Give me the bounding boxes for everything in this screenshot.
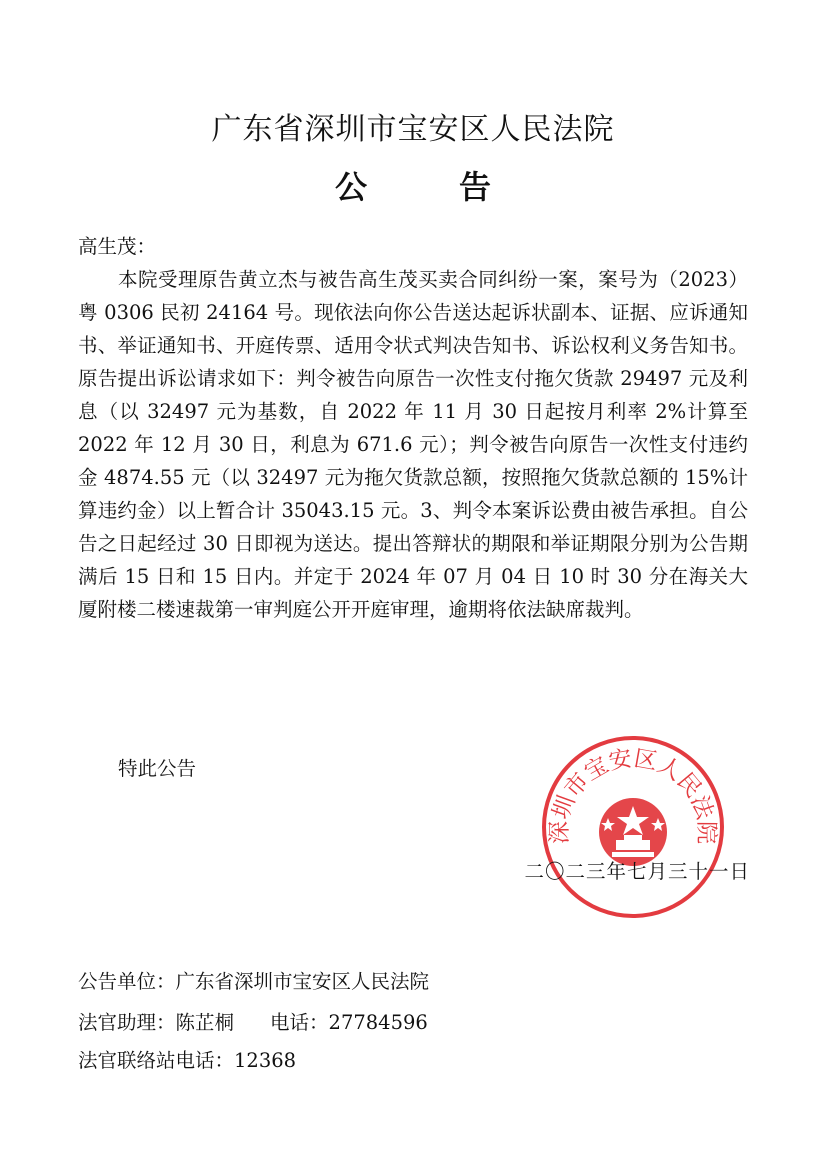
closing-paragraph: 特此公告 <box>118 757 197 780</box>
station-phone-number: 12368 <box>234 1049 297 1072</box>
phone-label: 电话： <box>270 1011 329 1034</box>
addressee: 高生茂： <box>78 235 157 258</box>
station-phone-line <box>78 1045 296 1073</box>
issuer-label: 公告单位： <box>78 970 176 993</box>
seal-text: 深圳市宝安区人民法院 <box>546 745 720 845</box>
notice-date: 二〇二三年七月三十一日 <box>524 860 750 883</box>
issuer-name: 广东省深圳市宝安区人民法院 <box>175 970 430 993</box>
assistant-name: 陈芷桐 <box>175 1011 235 1034</box>
station-phone-label: 法官联络站电话： <box>78 1049 235 1072</box>
main-paragraph: 本院受理原告黄立杰与被告高生茂买卖合同纠纷一案，案号为（2023）粤 0306 民初 24164 号。现依法向你公告送达起诉状副本、证据、应诉通知书、举证通知书、开庭传票、适用令状式判决告知书、诉讼权利义务告知书。原告提出诉讼请求如下：判令被告向原告一次性支付拖欠货款 29497 元及利息（以 32497 元为基数，自 2022 年 11 月 30 日起按月利率 2%计算至 2022 年 12 月 30 日，利息为 671.6 元）；判令被告向原告一次性支付违约金 4874.55 元（以 32497 元为拖欠货款总额，按照拖欠货款总额的 15%计算违约金）以上暂合计 35043.15 元。3、判令本案诉讼费由被告承担。自公告之日起经过 30 日即视为送达。提出答辩状的期限和举证期限分别为公告期满后 15 日和 15 日内。并定于 2024 年 07 月 04 日 10 时 30 分在海关大厦附楼二楼速裁第一审判庭公开开庭审理，逾期将依法缺席裁判。 <box>78 268 748 621</box>
assistant-label: 法官助理： <box>78 1011 176 1034</box>
issuer-line <box>78 966 429 994</box>
phone-number: 27784596 <box>328 1011 428 1034</box>
court-seal <box>540 734 726 920</box>
assistant-line <box>78 1007 428 1035</box>
court-name-heading: 广东省深圳市宝安区人民法院 <box>211 112 615 147</box>
notice-title: 公 告 <box>334 168 521 206</box>
